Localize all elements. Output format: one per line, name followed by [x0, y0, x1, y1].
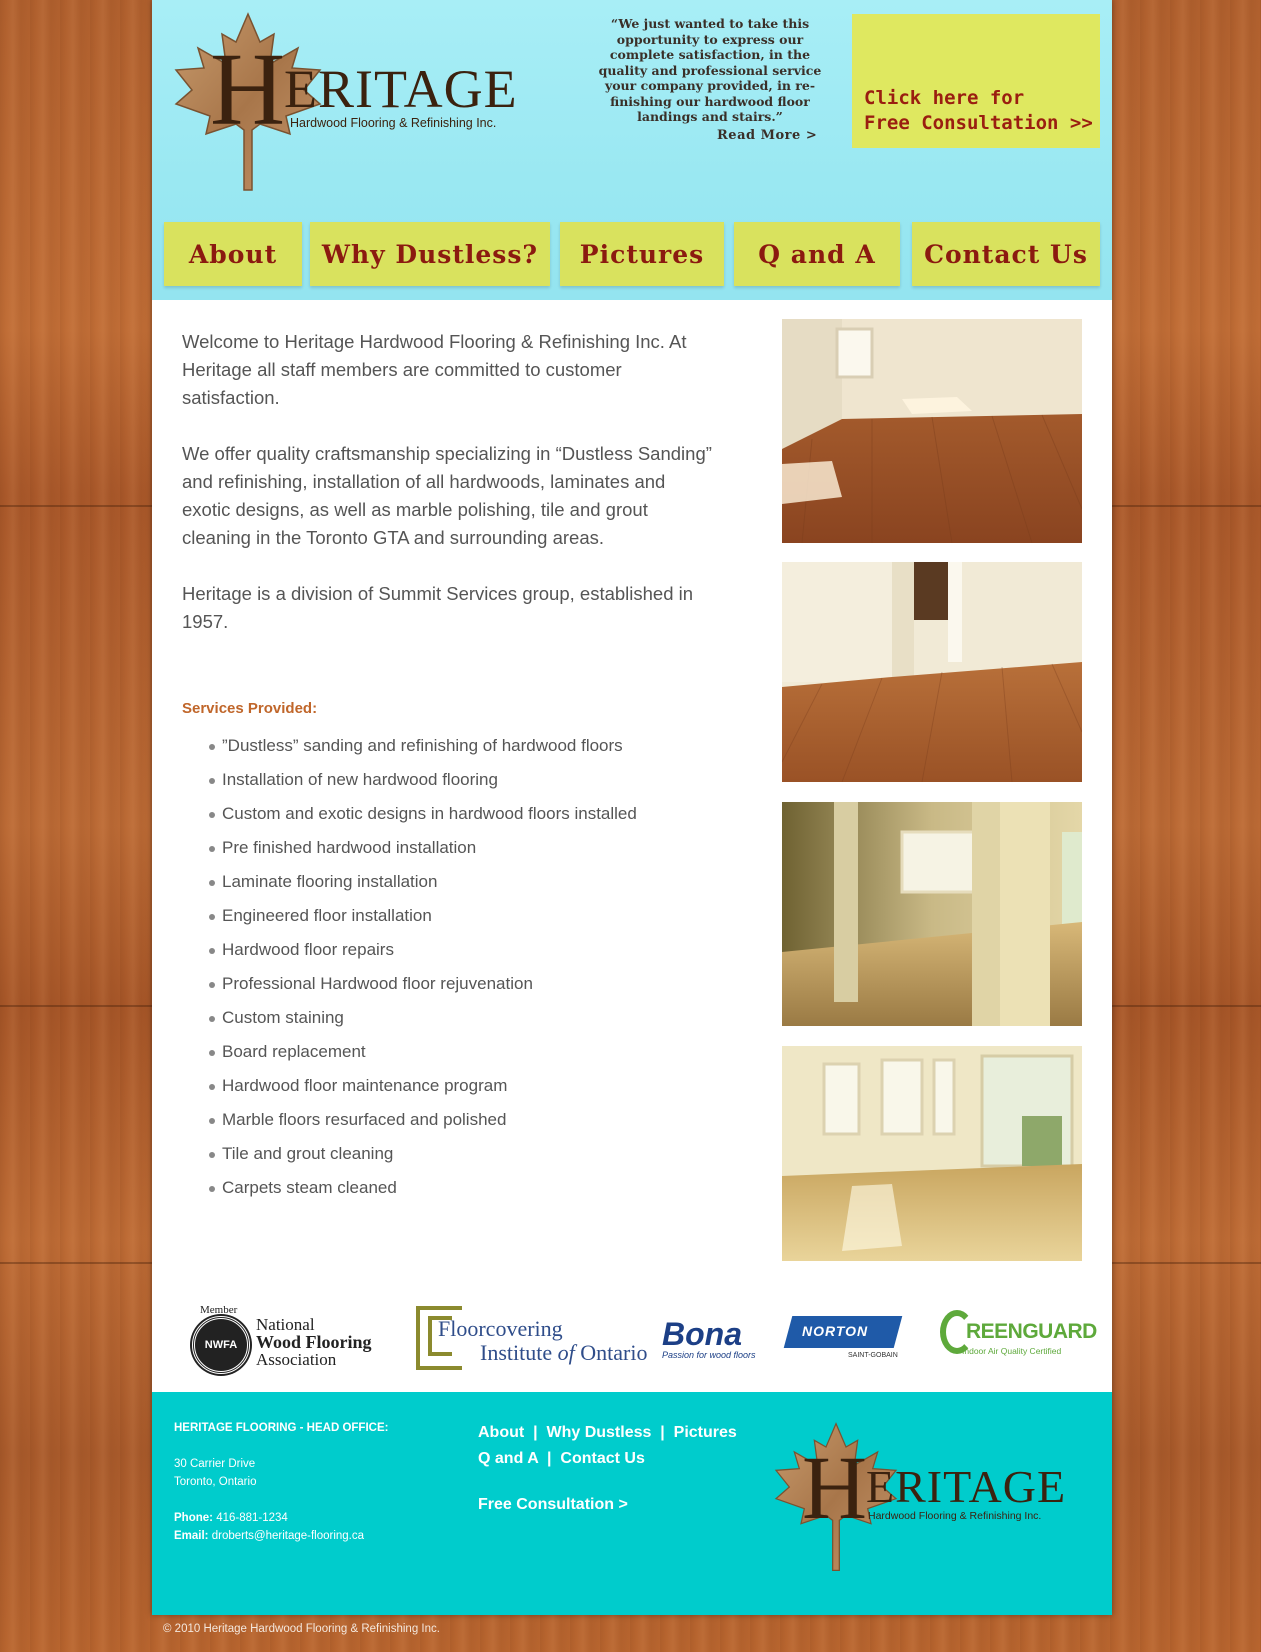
greenguard-logo[interactable]: [940, 1306, 1097, 1370]
cta-line2: Free Consultation >>: [864, 112, 1093, 134]
free-consultation-button[interactable]: [852, 14, 1100, 148]
footer-nav-separator: |: [533, 1424, 538, 1441]
fio-line2a: Institute: [480, 1340, 558, 1365]
nwfa-line3: Association: [256, 1350, 337, 1369]
fio-line2b: of: [557, 1340, 575, 1365]
nav-pictures[interactable]: Pictures: [560, 222, 724, 286]
norton-sub: SAINT-GOBAIN: [848, 1352, 898, 1359]
bona-name: Bona: [662, 1316, 742, 1352]
greenguard-name: REENGUARD: [966, 1320, 1097, 1343]
list-item: Laminate flooring installation: [182, 872, 637, 906]
services-title: Services Provided:: [182, 700, 318, 717]
logo-subtitle: Hardwood Flooring & Refinishing Inc.: [290, 116, 497, 130]
nwfa-badge-icon: NWFA: [192, 1316, 250, 1374]
list-item: Hardwood floor repairs: [182, 940, 637, 974]
copyright: © 2010 Heritage Hardwood Flooring & Refinishing Inc.: [163, 1623, 440, 1635]
nwfa-line2: Wood Flooring: [256, 1332, 372, 1352]
logo-first-letter: H: [210, 32, 286, 147]
floor-photo-3[interactable]: [782, 802, 1082, 1026]
footer-free-consultation-link[interactable]: Free Consultation >: [478, 1496, 628, 1513]
email-label: Email:: [174, 1530, 209, 1542]
norton-logo[interactable]: [788, 1316, 898, 1364]
list-item: Board replacement: [182, 1042, 637, 1076]
email-link[interactable]: droberts@heritage-flooring.ca: [211, 1530, 365, 1542]
nav-why-dustless[interactable]: Why Dustless?: [310, 222, 550, 286]
norton-name: NORTON: [802, 1323, 869, 1339]
footer-logo-subtitle: Hardwood Flooring & Refinishing Inc.: [868, 1510, 1042, 1522]
bona-logo[interactable]: [662, 1318, 772, 1368]
list-item: Custom and exotic designs in hardwood floors installed: [182, 804, 637, 838]
cta-line1: Click here for: [864, 87, 1025, 109]
phone-label: Phone:: [174, 1512, 213, 1524]
bona-tagline: Passion for wood floors: [662, 1350, 756, 1360]
heritage-logo[interactable]: [168, 12, 538, 192]
footer-nav-q-and-a[interactable]: Q and A: [478, 1450, 539, 1467]
list-item: Professional Hardwood floor rejuvenation: [182, 974, 637, 1008]
footer-address-1: 30 Carrier Drive: [174, 1458, 256, 1470]
footer-nav-about[interactable]: About: [478, 1424, 525, 1441]
footer-address-2: Toronto, Ontario: [174, 1476, 257, 1488]
intro-paragraph-1: Welcome to Heritage Hardwood Flooring & Refinishing Inc. At Heritage all staff members are committed to customer satisfaction.: [182, 331, 687, 408]
list-item: Engineered floor installation: [182, 906, 637, 940]
nav-q-and-a[interactable]: Q and A: [734, 222, 900, 286]
intro-text: [182, 328, 712, 664]
phone-value: 416-881-1234: [216, 1512, 288, 1524]
services-list: [182, 736, 637, 1212]
list-item: Hardwood floor maintenance program: [182, 1076, 637, 1110]
greenguard-tagline: Indoor Air Quality Certified: [962, 1346, 1062, 1356]
floor-photo-1[interactable]: [782, 319, 1082, 543]
page-container: [152, 0, 1112, 1615]
list-item: Installation of new hardwood flooring: [182, 770, 637, 804]
footer-nav-pictures[interactable]: Pictures: [673, 1424, 737, 1441]
footer-heading: HERITAGE FLOORING - HEAD OFFICE:: [174, 1422, 389, 1434]
nwfa-line1: National: [256, 1315, 315, 1334]
footer-logo-first-letter: H: [802, 1439, 867, 1538]
nwfa-logo[interactable]: [192, 1304, 392, 1374]
partner-logos: [152, 1290, 1112, 1380]
footer-heritage-logo[interactable]: [768, 1422, 1088, 1572]
intro-paragraph-3: Heritage is a division of Summit Services group, established in 1957.: [182, 583, 694, 632]
nwfa-member-label: Member: [200, 1304, 238, 1316]
list-item: Marble floors resurfaced and polished: [182, 1110, 637, 1144]
nav-contact-us[interactable]: Contact Us: [912, 222, 1100, 286]
list-item: Carpets steam cleaned: [182, 1178, 637, 1212]
footer: [152, 1392, 1112, 1615]
fio-line1: Floorcovering: [438, 1316, 563, 1341]
logo-wordmark: ERITAGE: [284, 59, 518, 119]
header: [152, 0, 1112, 300]
intro-paragraph-2: We offer quality craftsmanship specializing in “Dustless Sanding” and refinishing, installation of all hardwoods, laminates and exotic designs, as well as marble polishing, tile and grout cleaning in the Toronto GTA and surrounding areas.: [182, 443, 712, 548]
footer-nav-separator: |: [660, 1424, 665, 1441]
footer-nav-separator: |: [547, 1450, 552, 1467]
list-item: Tile and grout cleaning: [182, 1144, 637, 1178]
testimonial-quote: “We just wanted to take this opportunity to express our complete satisfaction, in the quality and professional service your company provided, in re-finishing our hardwood floor landings and stairs.”: [598, 16, 822, 124]
floor-photo-4[interactable]: [782, 1046, 1082, 1261]
list-item: Custom staining: [182, 1008, 637, 1042]
floor-photo-2[interactable]: [782, 562, 1082, 782]
footer-nav-why-dustless[interactable]: Why Dustless: [546, 1424, 652, 1441]
footer-nav-contact-us[interactable]: Contact Us: [560, 1450, 645, 1467]
read-more-link[interactable]: Read More >: [717, 128, 818, 143]
list-item: ”Dustless” sanding and refinishing of hardwood floors: [182, 736, 637, 770]
footer-logo-wordmark: ERITAGE: [866, 1461, 1067, 1512]
nav-about[interactable]: About: [164, 222, 302, 286]
fio-line2c: Ontario: [574, 1340, 648, 1365]
floorcovering-institute-logo[interactable]: [416, 1304, 646, 1374]
list-item: Pre finished hardwood installation: [182, 838, 637, 872]
